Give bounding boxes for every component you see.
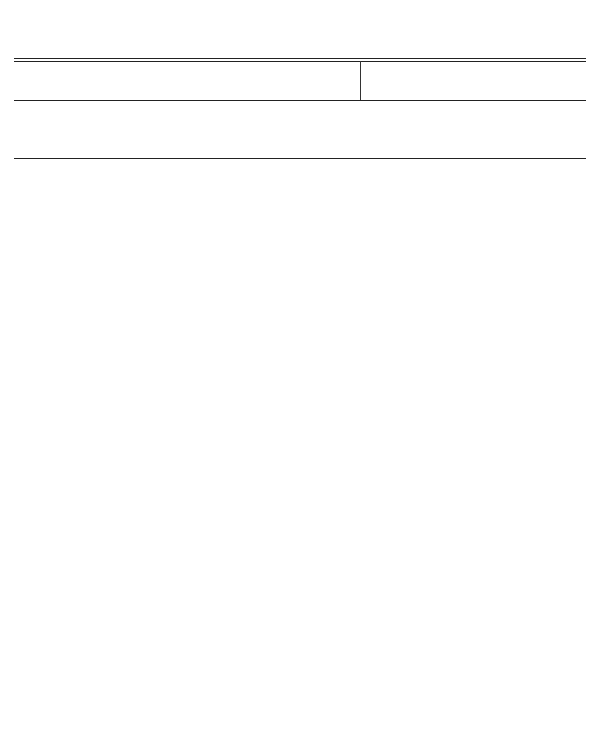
table-top-rule-inner [14,61,586,62]
group-header-rule [14,100,586,101]
group-divider [360,61,361,100]
table-top-rule [14,58,586,59]
column-header-rule [14,158,586,159]
